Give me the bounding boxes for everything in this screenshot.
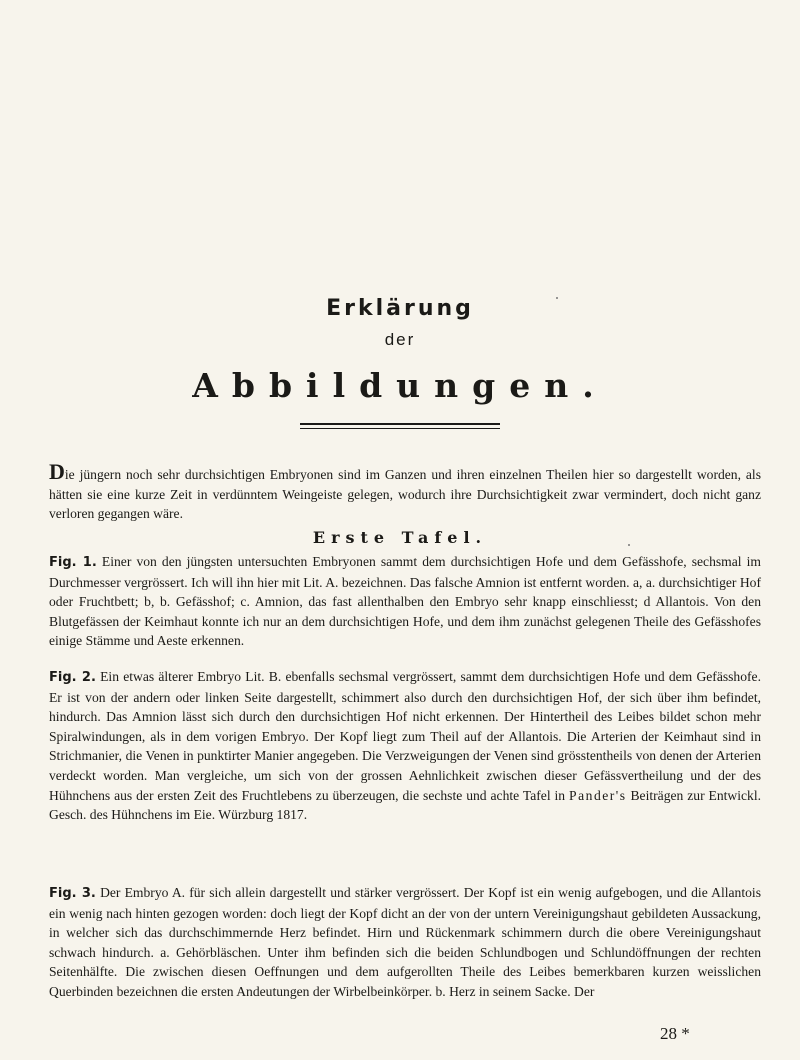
figure-2-paragraph [49,667,761,825]
rule-thin-line [300,428,500,429]
document-subtitle: der [384,330,416,349]
document-heading: Abbildungen. [192,366,608,405]
figure-3-label: Fig. 3. [49,886,96,901]
figure-2-author: Pander's [569,787,627,803]
figure-2-text: Ein etwas älterer Embryo Lit. B. ebenfalls sechsmal vergrössert, sammt dem durchsichtigen Hofe und dem Gefässhofe. Er ist von der andern oder linken Seite dargestellt, schimmert also durch den durchsichtigen Hof, der sich über ihm befindet, hindurch. Das Amnion lässt sich durch den durchsichtigen Hof nicht erkennen. Der Hintertheil des Leibes bildet schon mehr Spiralwindungen, als in dem vorigen Embryo. Der Kopf liegt zum Theil auf der Allantois. Die Arterien der Keimhaut sind in Strichmanier, die Venen in punktirter Manier angegeben. Die Verzweigungen der Venen sind grösstentheils von denen der Arterien verdeckt worden. Man vergleiche, um sich von der grossen Aehnlichkeit zwischen dieser Gefässvertheilung und der des Hühnchens aus der ersten Zeit des Fruchtlebens zu überzeugen, die sechste und achte Tafel in [49,669,761,803]
rule-thick-line [300,423,500,425]
figure-1-text: Einer von den jüngsten untersuchten Embryonen sammt dem durchsichtigen Hofe und dem Gefässhofe, sechsmal im Durchmesser vergrössert. Ich will ihn hier mit Lit. A. bezeichnen. Das falsche Amnion ist entfernt worden. a, a. durchsichtiger Hof oder Fruchtbett; b, b. Gefässhof; c. Amnion, das fast allenthalben den Embryo sehr knapp einschliesst; d Allantois. Von den Blutgefässen der Keimhaut konnte ich nur an dem durchsichtigen Hofe, und dem ihm zunächst gelegenen Theile des Gefässhofes einige Stämme und Aeste erkennen. [49,554,762,649]
intro-dropcap: D [49,459,65,484]
intro-paragraph [49,459,761,524]
intro-text: ie jüngern noch sehr durchsichtigen Embryonen sind im Ganzen und ihren einzelnen Theilen hier so dargestellt worden, als hätten sie eine kurze Zeit in verdünntem Weingeiste gelegen, wodurch ihre Durchsichtigkeit zwar vermindert, doch nicht ganz verloren gegangen wäre. [49,467,761,522]
figure-1-label: Fig. 1. [49,555,97,570]
figure-2-label: Fig. 2. [49,670,96,685]
page-signature: 28 * [660,1024,690,1043]
figure-2-text-after: Beiträgen zur Entwickl. Gesch. des Hühnchens im Eie. Würzburg 1817. [49,787,762,823]
figure-3-paragraph [49,883,761,1002]
document-title: Erklärung [326,296,474,321]
section-heading-tafel: Erste Tafel. [312,528,488,547]
figure-3-text: Der Embryo A. für sich allein dargestellt und stärker vergrössert. Der Kopf ist ein wenig aufgebogen, und die Allantois ein wenig nach hinten gezogen worden: doch liegt der Kopf dicht an der von der untern Vereinigungshaut gebildeten Aussackung, in welcher sich das durchschimmernde Herz befindet. Hirn und Rückenmark schimmern durch die obere Vereinigungshaut schwach hindurch. a. Gehörbläschen. Unter ihm befinden sich die beiden Schlundbogen und Schlundöffnungen der rechten Seitenhälfte. Die zwischen diesen Oeffnungen und dem aufgerollten Theile des Leibes bemerkbaren kurzen weisslichen Querbinden bezeichnen die ersten Andeutungen der Wirbelbeinkörper. b. Herz in seinem Sacke. Der [49,885,761,999]
double-rule-divider [300,423,500,430]
figure-1-paragraph [49,552,761,651]
